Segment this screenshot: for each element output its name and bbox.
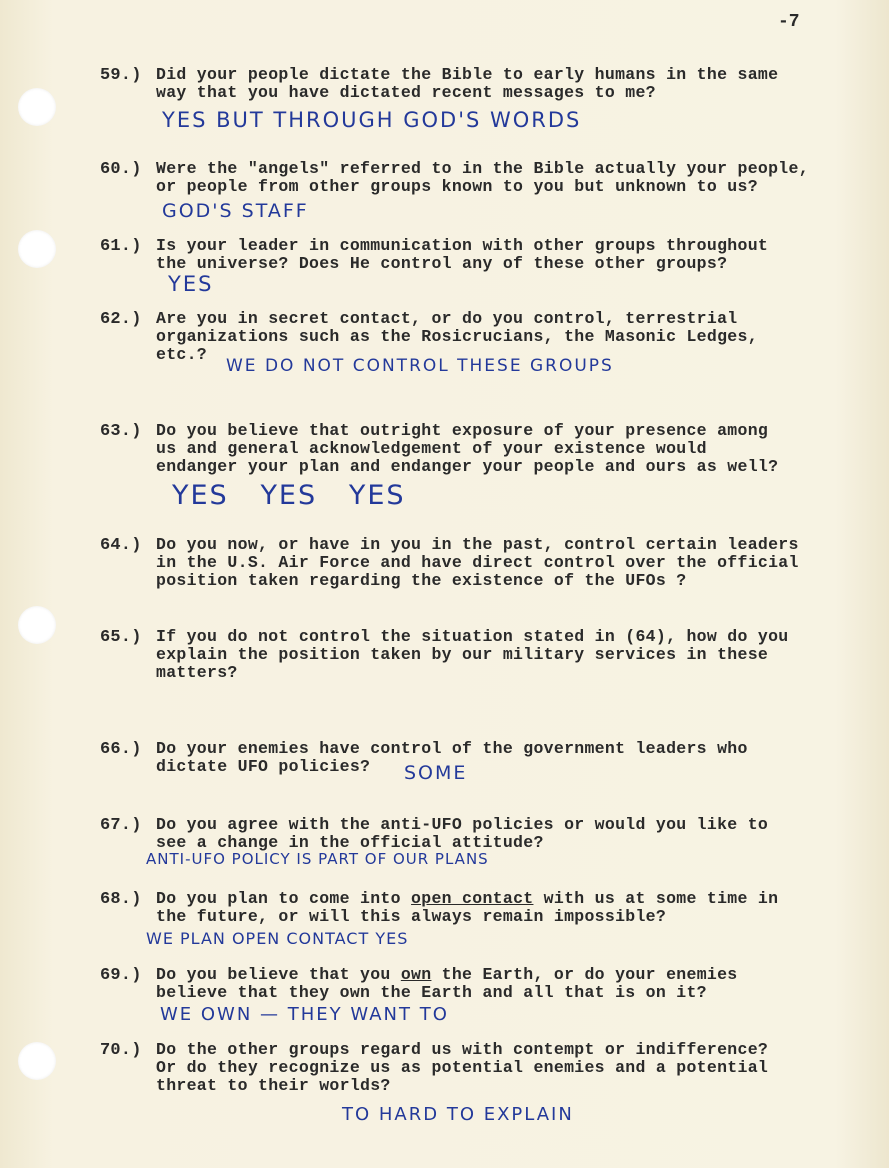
page-number: -7 (778, 12, 800, 32)
question-number: 63.) (100, 422, 142, 441)
underlined-phrase: open contact (411, 889, 534, 908)
question-number: 60.) (100, 160, 142, 179)
question-text: Do your enemies have control of the government leaders who dictate UFO policies? (156, 739, 748, 776)
handwritten-answer: WE OWN — THEY WANT TO (160, 1004, 449, 1025)
handwritten-answer: ANTI-UFO POLICY IS PART OF OUR PLANS (146, 850, 489, 868)
question-text (156, 966, 870, 1002)
question-number: 67.) (100, 816, 142, 835)
question-text-start: Do you believe that you (156, 965, 401, 984)
question-number: 69.) (100, 966, 142, 985)
handwritten-answer: SOME (404, 762, 468, 784)
question-text: Were the "angels" referred to in the Bible actually your people, or people from other groups known to you but unknown to us? (156, 159, 809, 196)
handwritten-answer: YES YES YES (172, 480, 406, 511)
question-text: Did your people dictate the Bible to early humans in the same way that you have dictated recent messages to me? (156, 65, 779, 102)
question-number: 62.) (100, 310, 142, 329)
question-text: Do you agree with the anti-UFO policies or would you like to see a change in the official attitude? (156, 815, 769, 852)
question-text-end: with us at some time in the future, or will this always remain impossible? (156, 889, 779, 926)
question-text: Is your leader in communication with other groups throughout the universe? Does He control any of these other groups? (156, 236, 769, 273)
binder-hole (18, 230, 56, 268)
handwritten-answer: WE DO NOT CONTROL THESE GROUPS (226, 356, 614, 376)
question-number: 59.) (100, 66, 142, 85)
question-number: 70.) (100, 1041, 142, 1060)
question-text: Do you believe that outright exposure of your presence among us and general acknowledgement of your existence would endanger your plan and endanger your people and ours as well? (156, 421, 779, 476)
handwritten-answer: WE PLAN OPEN CONTACT YES (146, 929, 409, 948)
handwritten-answer: YES (168, 272, 214, 296)
binder-hole (18, 88, 56, 126)
binder-hole (18, 1042, 56, 1080)
binder-hole (18, 606, 56, 644)
question-text (156, 890, 870, 926)
question-text: If you do not control the situation stated in (64), how do you explain the position taken by our military services in these matters? (156, 627, 789, 682)
question-text: Do the other groups regard us with contempt or indifference? Or do they recognize us as potential enemies and a potential threat to their worlds? (156, 1040, 769, 1095)
handwritten-answer: GOD'S STAFF (162, 200, 309, 222)
question-number: 64.) (100, 536, 142, 555)
question-text-end: the Earth, or do your enemies believe that they own the Earth and all that is on it? (156, 965, 738, 1002)
question-text-start: Do you plan to come into (156, 889, 412, 908)
question-text: Do you now, or have in you in the past, control certain leaders in the U.S. Air Force and have direct control over the official position taken regarding the existence of the UFOs ? (156, 535, 799, 590)
question-text: Are you in secret contact, or do you control, terrestrial organizations such as the Rosicrucians, the Masonic Ledges, etc.? (156, 309, 758, 364)
question-number: 65.) (100, 628, 142, 647)
handwritten-answer: TO HARD TO EXPLAIN (342, 1104, 574, 1125)
question-number: 68.) (100, 890, 142, 909)
question-number: 61.) (100, 237, 142, 256)
question-number: 66.) (100, 740, 142, 759)
underlined-phrase: own (400, 965, 432, 984)
handwritten-answer: YES BUT THROUGH GOD'S WORDS (162, 108, 582, 132)
